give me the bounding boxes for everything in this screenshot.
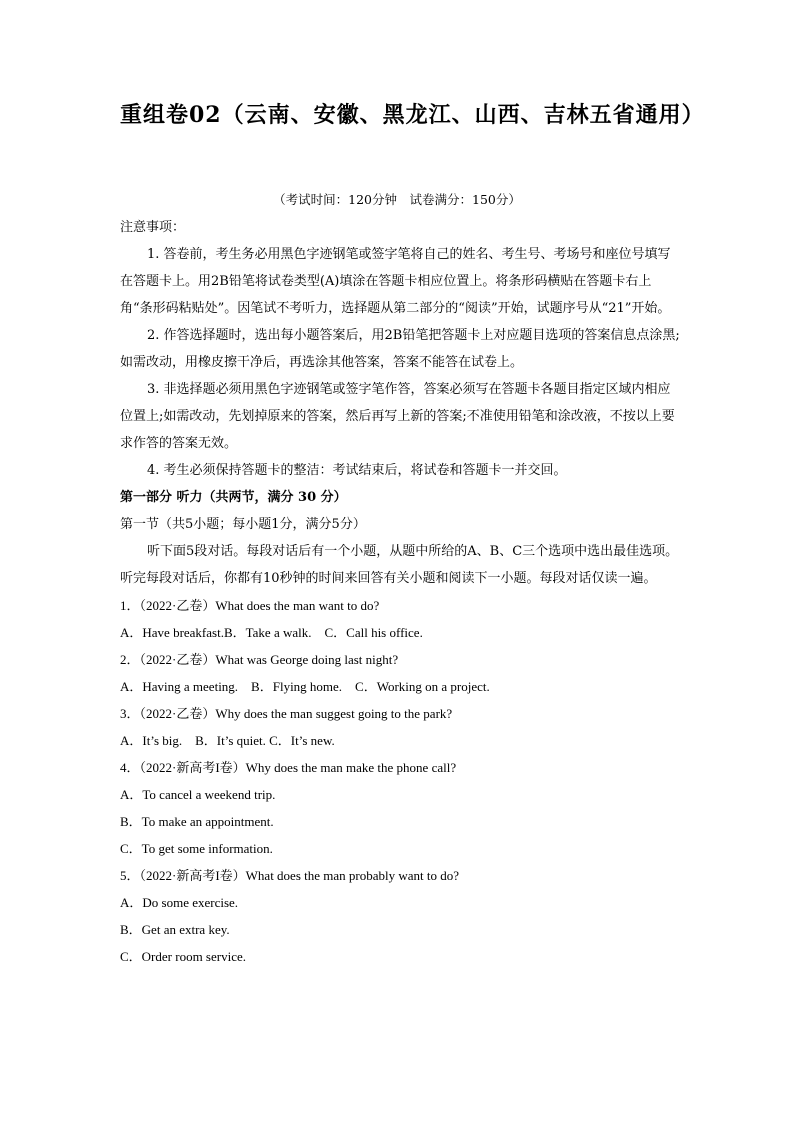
note-item: 1. 答卷前，考生务必用黑色字迹钢笔或签字笔将自己的姓名、考生号、考场号和座位号填写在答题卡上。用2B铅笔将试卷类型(A)填涂在答题卡相应位置上。将条形码横贴在答题卡右上角“条形码粘贴处”。因笔试不考听力，选择题从第二部分的“阅读”开始，试题序号从“21”开始。 (120, 247, 671, 316)
note-item: 4. 考生必须保持答题卡的整洁：考试结束后，将试卷和答题卡一并交回。 (147, 463, 567, 478)
question-stem: 5．（2022·新高考I卷）What does the man probably want to do? (120, 868, 460, 883)
question-list (120, 592, 680, 970)
question-option: C．To get some information. (120, 841, 273, 856)
question-stem: 4．（2022·新高考I卷）Why does the man make the phone call? (120, 760, 457, 775)
question-stem: 3．（2022·乙卷）Why does the man suggest going to the park? (120, 706, 453, 721)
question-stem: 2．（2022·乙卷）What was George doing last night? (120, 652, 399, 667)
question-option: C．Order room service. (120, 949, 246, 964)
page-title: 重组卷02（云南、安徽、黑龙江、山西、吉林五省通用） (120, 102, 705, 128)
question-option: A．To cancel a weekend trip. (120, 787, 276, 802)
note-item: 3. 非选择题必须用黑色字迹钢笔或签字笔作答，答案必须写在答题卡各题目指定区域内相应位置上;如需改动，先划掉原来的答案，然后再写上新的答案;不准使用铅笔和涂改液，不按以上要求作答的答案无效。 (120, 382, 675, 451)
question-options: A．Having a meeting. B．Flying home. C．Working on a project. (120, 679, 490, 694)
question-option: B．Get an extra key. (120, 922, 230, 937)
notes-heading: 注意事项： (120, 220, 186, 235)
note-item: 2. 作答选择题时，选出每小题答案后，用2B铅笔把答题卡上对应题目选项的答案信息点涂黑;如需改动，用橡皮擦干净后，再选涂其他答案，答案不能答在试卷上。 (120, 328, 680, 370)
document-body (120, 214, 680, 970)
question-options: A．Have breakfast.B．Take a walk. C．Call his office. (120, 625, 423, 640)
question-options: A．It’s big. B．It’s quiet. C．It’s new. (120, 733, 335, 748)
exam-info: （考试时间：120分钟 试卷满分：150分） (273, 192, 521, 207)
section-heading: 第一节（共5小题；每小题1分，满分5分） (120, 517, 366, 532)
part-heading: 第一部分 听力（共两节，满分 30 分） (120, 490, 347, 505)
question-option: A．Do some exercise. (120, 895, 239, 910)
section-instructions: 听下面5段对话。每段对话后有一个小题，从题中所给的A、B、C三个选项中选出最佳选项。听完每段对话后，你都有10秒钟的时间来回答有关小题和阅读下一小题。每段对话仅读一遍。 (120, 544, 679, 586)
question-stem: 1．（2022·乙卷）What does the man want to do? (120, 598, 380, 613)
question-option: B．To make an appointment. (120, 814, 274, 829)
